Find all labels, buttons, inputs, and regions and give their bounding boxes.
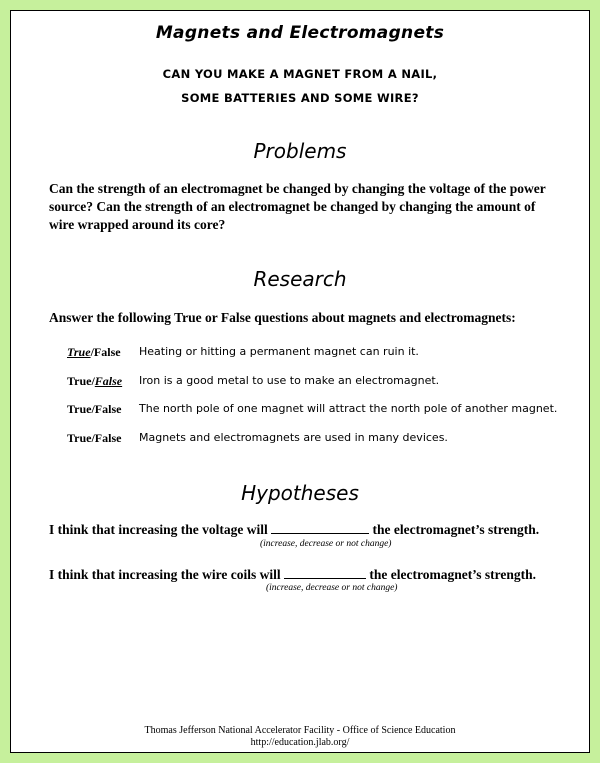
- false-option: False: [94, 374, 123, 388]
- true-option: True: [67, 345, 91, 359]
- page-title: Magnets and Electromagnets: [155, 23, 445, 43]
- footer-url[interactable]: http://education.jlab.org/: [250, 737, 350, 748]
- true-false-choice: True/False: [67, 431, 122, 445]
- worksheet-page: [10, 10, 590, 753]
- hypotheses-heading: Hypotheses: [241, 481, 359, 505]
- true-false-choice: True/False: [67, 345, 121, 359]
- true-false-choice: True/False: [67, 374, 123, 388]
- tf-question-text: Heating or hitting a permanent magnet can ruin it.: [139, 345, 419, 358]
- subtitle-line-1: CAN YOU MAKE A MAGNET FROM A NAIL,: [162, 67, 438, 81]
- tf-question-text: Magnets and electromagnets are used in many devices.: [139, 431, 448, 444]
- false-option: False: [94, 431, 122, 445]
- problems-text: Can the strength of an electromagnet be changed by changing the voltage of the power source? Can the strength of an electromagnet be changed by changing the amount of wire wrapped around its core?: [49, 181, 546, 232]
- false-option: False: [93, 345, 121, 359]
- footer-organization: Thomas Jefferson National Accelerator Facility - Office of Science Education: [144, 725, 456, 736]
- true-option: True: [67, 431, 92, 445]
- hypothesis-wire-coils: I think that increasing the wire coils will the electromagnet’s strength.: [49, 567, 536, 582]
- hypothesis-voltage: I think that increasing the voltage will the electromagnet’s strength.: [49, 522, 540, 537]
- hint-text: (increase, decrease or not change): [266, 583, 398, 593]
- hint-text: (increase, decrease or not change): [260, 539, 392, 549]
- subtitle-line-2: SOME BATTERIES AND SOME WIRE?: [181, 91, 419, 105]
- tf-question-text: The north pole of one magnet will attract the north pole of another magnet.: [139, 402, 558, 415]
- true-option: True: [67, 374, 92, 388]
- answer-blank[interactable]: [271, 521, 369, 534]
- tf-question-text: Iron is a good metal to use to make an electromagnet.: [139, 374, 440, 387]
- true-false-choice: True/False: [67, 402, 122, 416]
- problems-heading: Problems: [253, 139, 347, 163]
- research-intro: Answer the following True or False questions about magnets and electromagnets:: [49, 310, 516, 325]
- false-option: False: [94, 402, 122, 416]
- research-heading: Research: [253, 267, 347, 291]
- answer-blank[interactable]: [284, 566, 366, 579]
- true-option: True: [67, 402, 92, 416]
